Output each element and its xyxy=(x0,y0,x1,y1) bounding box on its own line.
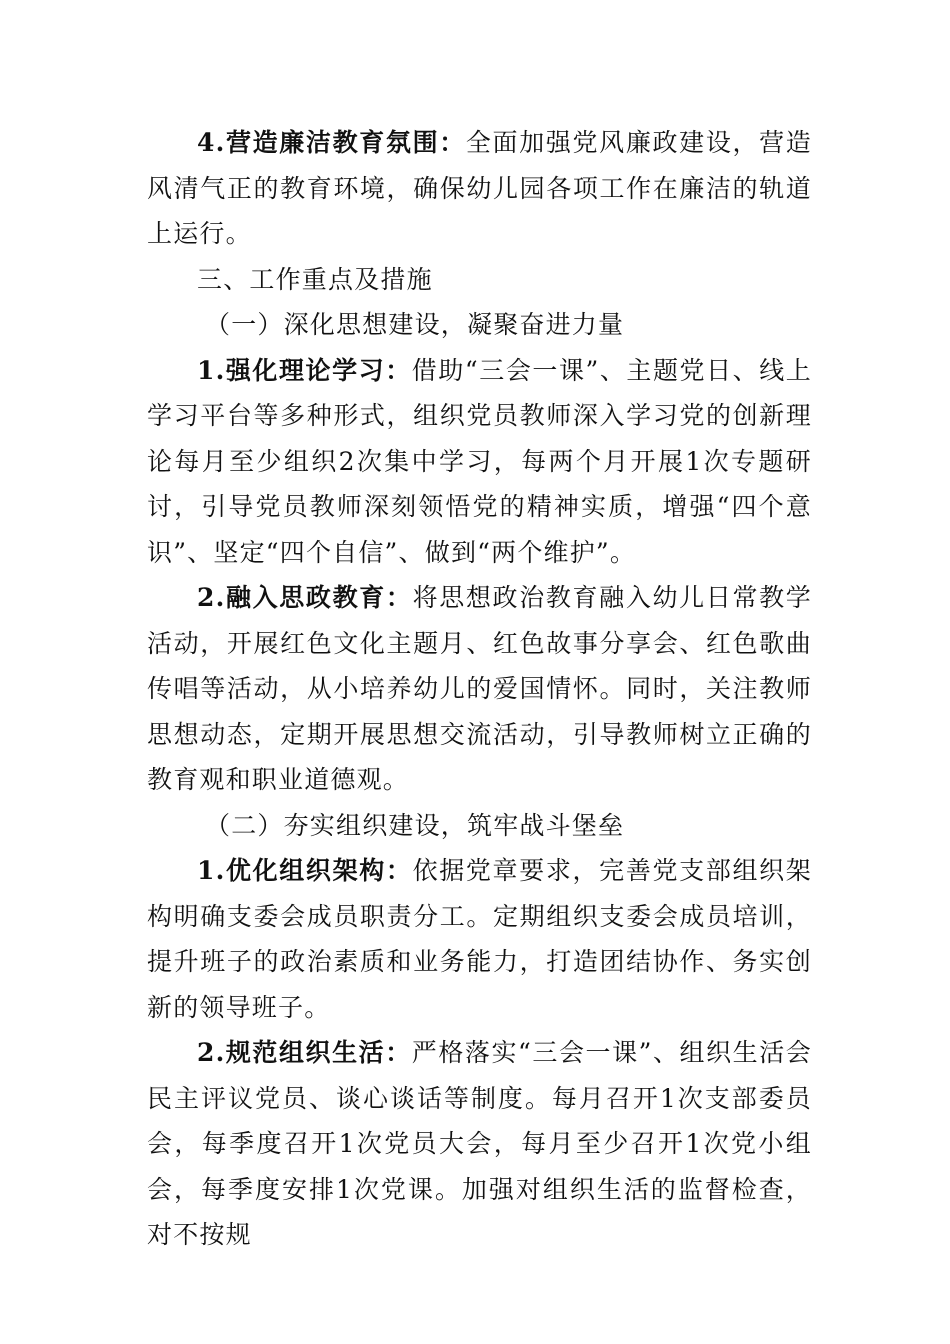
subsection-heading-organization: （二）夯实组织建设，筑牢战斗堡垒 xyxy=(205,810,625,840)
paragraph-theory-study xyxy=(147,348,812,576)
paragraph-text: 严格落实“三会一课”、组织生活会民主评议党员、谈心谈话等制度。每月召开1次支部委员会，每季度召开1次党员大会，每月至少召开1次党小组会，每季度安排1次党课。加强对组织生活的监督检查，对不按规 xyxy=(147,1038,812,1249)
paragraph-ideological-education xyxy=(147,575,812,803)
paragraph-organization-structure xyxy=(147,848,812,1030)
section-heading: 三、工作重点及措施 xyxy=(197,264,433,294)
paragraph-text: 将思想政治教育融入幼儿日常教学活动，开展红色文化主题月、红色故事分享会、红色歌曲传唱等活动，从小培养幼儿的爱国情怀。同时，关注教师思想动态，定期开展思想交流活动，引导教师树立正确的教育观和职业道德观。 xyxy=(147,583,812,794)
paragraph-text: 全面加强党风廉政建设，营造风清气正的教育环境，确保幼儿园各项工作在廉洁的轨道上运行。 xyxy=(147,128,812,248)
subsection-heading-ideology: （一）深化思想建设，凝聚奋进力量 xyxy=(205,310,625,339)
paragraph-text: 借助“三会一课”、主题党日、线上学习平台等多种形式，组织党员教师深入学习党的创新理论每月至少组织2次集中学习，每两个月开展1次专题研讨，引导党员教师深刻领悟党的精神实质，增强“四个意识”、坚定“四个自信”、做到“两个维护”。 xyxy=(147,355,812,567)
document-body xyxy=(147,120,812,1258)
paragraph-organization-life xyxy=(147,1030,812,1258)
paragraph-lead: 1.优化组织架构： xyxy=(197,856,413,885)
paragraph-text: 依据党章要求，完善党支部组织架构明确支委会成员职责分工。定期组织支委会成员培训，提升班子的政治素质和业务能力，打造团结协作、务实创新的领导班子。 xyxy=(147,856,812,1022)
paragraph-lead: 2.规范组织生活： xyxy=(197,1038,412,1067)
paragraph-lead: 1.强化理论学习： xyxy=(197,355,412,385)
paragraph-lead: 2.融入思政教育： xyxy=(197,583,413,612)
paragraph-atmosphere xyxy=(147,120,812,257)
paragraph-lead: 4.营造廉洁教育氛围： xyxy=(197,128,466,157)
